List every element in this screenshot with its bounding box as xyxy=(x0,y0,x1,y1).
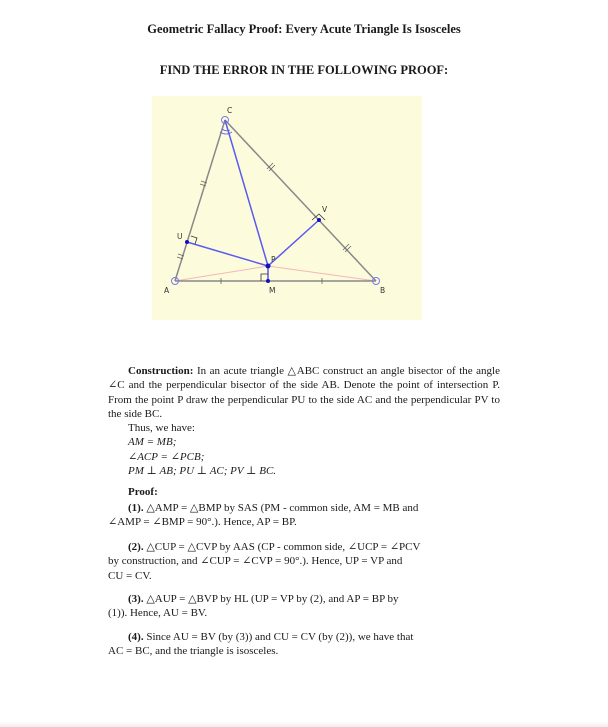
label-m: M xyxy=(269,286,276,295)
construction-paragraph xyxy=(108,364,500,478)
step-number: (3). xyxy=(128,593,144,605)
label-a: A xyxy=(164,286,170,295)
point-m xyxy=(266,279,270,283)
label-v: V xyxy=(322,205,328,214)
label-u: U xyxy=(177,232,183,241)
label-b: B xyxy=(380,286,386,295)
proof-step-1: (1). △AMP = △BMP by SAS (PM - common side, AM = MB and ∠AMP = ∠BMP = 90°.). Hence, AP = BP. xyxy=(108,502,419,529)
section-heading: FIND THE ERROR IN THE FOLLOWING PROOF: xyxy=(159,63,449,77)
geometry-figure xyxy=(152,96,422,320)
proof-step-4: (4). Since AU = BV (by (3)) and CU = CV (by (2)), we have that AC = BC, and the triangle is isosceles. xyxy=(108,631,414,658)
construction-text: In an acute triangle △ABC construct an angle bisector of the angle ∠C and the perpendicular bisector of the side AB. Denote the point of intersection P. From the point P draw the perpendicular PU to the side AC and the perpendicular PV to the side BC. xyxy=(108,365,500,420)
proof-heading: Proof: xyxy=(128,486,158,498)
fact-1: AM = MB; xyxy=(128,436,177,449)
step-number: (1). xyxy=(128,502,144,514)
proof-step-2: (2). △CUP = △CVP by AAS (CP - common side, ∠UCP = ∠PCV by construction, and ∠CUP = ∠CVP = 90°.). Hence, UP = VP and CU = CV. xyxy=(108,541,421,582)
label-c: C xyxy=(227,106,233,115)
page-bottom-edge xyxy=(0,721,608,727)
point-v xyxy=(317,218,321,222)
proof-step-3: (3). △AUP = △BVP by HL (UP = VP by (2), and AP = BP by (1)). Hence, AU = BV. xyxy=(108,593,399,620)
fact-3: PM ⊥ AB; PU ⊥ AC; PV ⊥ BC. xyxy=(128,465,277,478)
construction-label: Construction: xyxy=(128,365,194,377)
label-p: P xyxy=(271,255,276,264)
point-p xyxy=(266,264,271,269)
point-u xyxy=(185,240,189,244)
thus-line: Thus, we have: xyxy=(128,422,195,435)
fact-2: ∠ACP = ∠PCB; xyxy=(128,450,205,463)
page-title: Geometric Fallacy Proof: Every Acute Triangle Is Isosceles xyxy=(147,22,461,36)
step-number: (2). xyxy=(128,541,144,553)
step-number: (4). xyxy=(128,631,144,643)
